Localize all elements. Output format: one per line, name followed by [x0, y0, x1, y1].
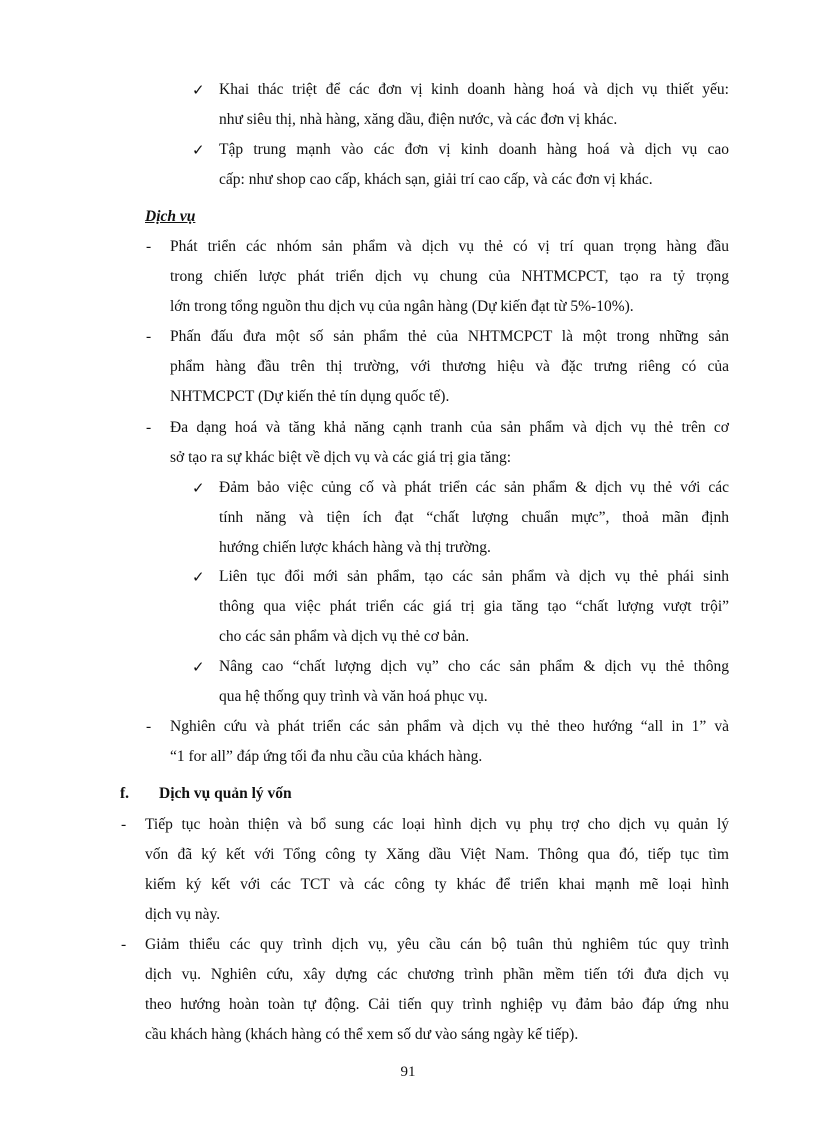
section-letter: f. [120, 785, 130, 802]
text-line: Tập trung mạnh vào các đơn vị kinh doanh hàng hoá và dịch vụ cao [219, 141, 729, 158]
dash-marker: - [146, 328, 152, 345]
text-line: trong chiến lược phát triển dịch vụ chung của NHTMCPCT, tạo ra tỷ trọng [170, 268, 729, 285]
text-line: Tiếp tục hoàn thiện và bổ sung các loại hình dịch vụ phụ trợ cho dịch vụ quản lý [145, 816, 729, 833]
text-line: Khai thác triệt để các đơn vị kinh doanh hàng hoá và dịch vụ thiết yếu: [219, 81, 729, 98]
text-line: lớn trong tổng nguồn thu dịch vụ của ngân hàng (Dự kiến đạt từ 5%-10%). [170, 298, 634, 315]
text-line: như siêu thị, nhà hàng, xăng dầu, điện nước, và các đơn vị khác. [219, 111, 618, 128]
dash-marker: - [146, 238, 152, 255]
section-title: Dịch vụ quản lý vốn [159, 785, 292, 802]
text-line: Giảm thiểu các quy trình dịch vụ, yêu cầu cán bộ tuân thủ nghiêm túc quy trình [145, 936, 729, 953]
text-line: thông qua việc phát triển các giá trị gia tăng tạo “chất lượng vượt trội” [219, 598, 729, 615]
checkmark-icon: ✓ [192, 141, 205, 159]
text-line: Nghiên cứu và phát triển các sản phẩm và dịch vụ thẻ theo hướng “all in 1” và [170, 718, 729, 735]
text-line: phẩm hàng đầu trên thị trường, với thương hiệu và đặc trưng riêng có của [170, 358, 729, 375]
dash-marker: - [121, 816, 127, 833]
text-line: NHTMCPCT (Dự kiến thẻ tín dụng quốc tế). [170, 388, 450, 405]
dash-marker: - [146, 419, 152, 436]
text-line: Liên tục đổi mới sản phẩm, tạo các sản phẩm và dịch vụ thẻ phái sinh [219, 568, 729, 585]
checkmark-icon: ✓ [192, 658, 205, 676]
dash-marker: - [121, 936, 127, 953]
text-line: vốn đã ký kết với Tổng công ty Xăng dầu Việt Nam. Thông qua đó, tiếp tục tìm [145, 846, 729, 863]
dash-marker: - [146, 718, 152, 735]
text-line: “1 for all” đáp ứng tối đa nhu cầu của khách hàng. [170, 748, 483, 765]
page-number: 91 [400, 1064, 416, 1080]
text-line: cầu khách hàng (khách hàng có thể xem số dư vào sáng ngày kế tiếp). [145, 1026, 579, 1043]
text-line: theo hướng hoàn toàn tự động. Cải tiến quy trình nghiệp vụ đảm bảo đáp ứng nhu [145, 996, 729, 1013]
text-line: Đảm bảo việc củng cố và phát triển các sản phẩm & dịch vụ thẻ với các [219, 479, 729, 496]
text-line: hướng chiến lược khách hàng và thị trường. [219, 539, 491, 556]
checkmark-icon: ✓ [192, 568, 205, 586]
text-line: cấp: như shop cao cấp, khách sạn, giải trí cao cấp, và các đơn vị khác. [219, 171, 653, 188]
text-line: Phát triển các nhóm sản phẩm và dịch vụ thẻ có vị trí quan trọng hàng đầu [170, 238, 729, 255]
text-line: tính năng và tiện ích đạt “chất lượng chuẩn mực”, thoả mãn định [219, 509, 729, 526]
section-heading: Dịch vụ [145, 208, 196, 225]
text-line: Nâng cao “chất lượng dịch vụ” cho các sản phẩm & dịch vụ thẻ thông [219, 658, 729, 675]
text-line: dịch vụ. Nghiên cứu, xây dựng các chương trình phần mềm tiến tới đưa dịch vụ [145, 966, 729, 983]
text-line: kiếm ký kết với các TCT và các công ty khác để triển khai mạnh mẽ loại hình [145, 876, 729, 893]
checkmark-icon: ✓ [192, 479, 205, 497]
text-line: qua hệ thống quy trình và văn hoá phục vụ. [219, 688, 488, 705]
text-line: dịch vụ này. [145, 906, 221, 923]
checkmark-icon: ✓ [192, 81, 205, 99]
text-line: Đa dạng hoá và tăng khả năng cạnh tranh của sản phẩm và dịch vụ thẻ trên cơ [170, 419, 729, 436]
text-line: Phấn đấu đưa một số sản phẩm thẻ của NHTMCPCT là một trong những sản [170, 328, 729, 345]
text-line: sở tạo ra sự khác biệt về dịch vụ và các giá trị gia tăng: [170, 449, 512, 466]
text-line: cho các sản phẩm và dịch vụ thẻ cơ bản. [219, 628, 470, 645]
